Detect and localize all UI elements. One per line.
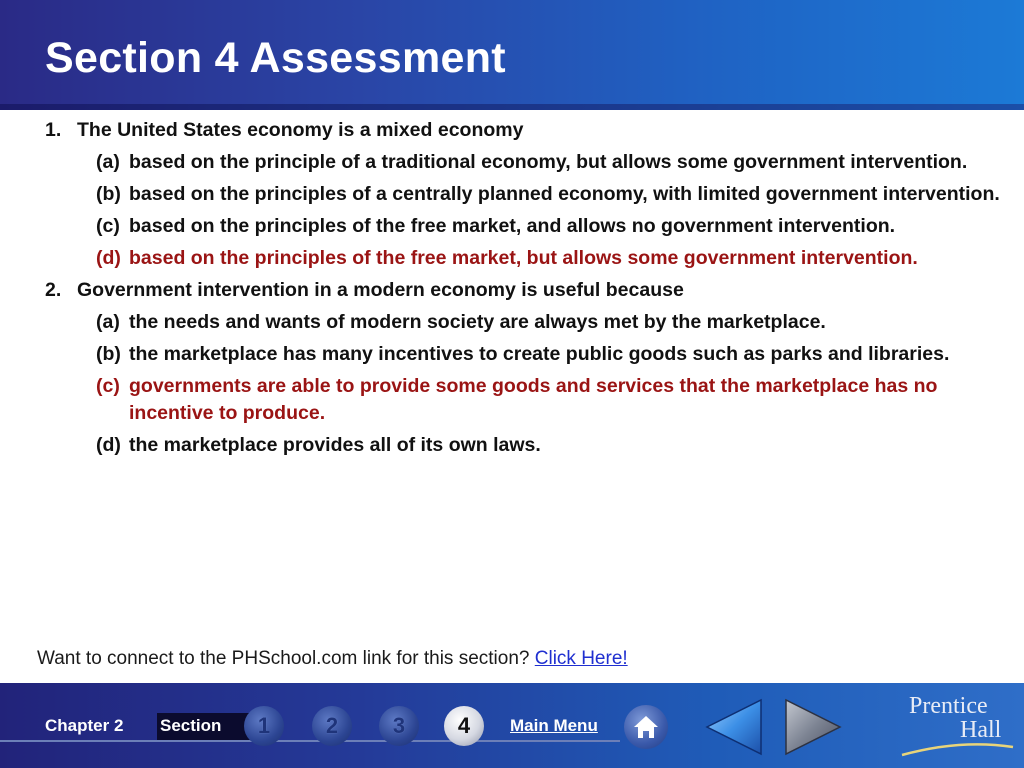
- option-text: based on the principles of the free market, but allows some government intervention.: [129, 247, 918, 269]
- next-arrow-icon: [782, 696, 844, 758]
- main-menu-link[interactable]: Main Menu: [510, 716, 598, 735]
- option-text: based on the principles of the free market, and allows no government intervention.: [129, 215, 896, 237]
- section-3-button[interactable]: 3: [379, 706, 419, 746]
- section-label: Section: [157, 713, 251, 740]
- option-letter: (d): [96, 247, 121, 269]
- option-text: the marketplace provides all of its own laws.: [129, 434, 541, 456]
- question-text: Government intervention in a modern economy is useful because: [77, 279, 684, 301]
- correct-answer-option: [96, 373, 1005, 427]
- slide-header: [0, 0, 1024, 110]
- option-text: governments are able to provide some goods and services that the marketplace has no incentive to produce.: [129, 375, 938, 424]
- section-2-button[interactable]: 2: [312, 706, 352, 746]
- option-letter: (a): [96, 151, 120, 173]
- answer-option: [96, 213, 1005, 240]
- option-text: based on the principle of a traditional economy, but allows some government intervention.: [129, 151, 968, 173]
- option-letter: (a): [96, 311, 120, 333]
- question-number: 2.: [45, 279, 62, 301]
- question-stem: [45, 117, 1005, 144]
- phschool-link-line: [37, 648, 628, 670]
- answer-option: [96, 309, 1005, 336]
- question-1: [45, 117, 1005, 272]
- logo-text-prentice: Prentice: [909, 693, 988, 719]
- section-1-button[interactable]: 1: [244, 706, 284, 746]
- option-text: the marketplace has many incentives to create public goods such as parks and libraries.: [129, 343, 950, 365]
- home-icon: [632, 714, 660, 740]
- assessment-content: [45, 117, 1005, 464]
- option-letter: (c): [96, 215, 120, 237]
- chapter-label: Chapter 2: [45, 716, 124, 735]
- section-4-button[interactable]: 4: [444, 706, 484, 746]
- option-letter: (b): [96, 343, 121, 365]
- option-letter: (b): [96, 183, 121, 205]
- logo-text-hall: Hall: [960, 717, 1002, 743]
- question-text: The United States economy is a mixed economy: [77, 119, 524, 141]
- option-text: based on the principles of a centrally planned economy, with limited government intervention.: [129, 183, 1000, 205]
- option-letter: (c): [96, 375, 120, 397]
- slide-title: Section 4 Assessment: [45, 34, 506, 82]
- correct-answer-option: [96, 245, 1005, 272]
- option-letter: (d): [96, 434, 121, 456]
- previous-button[interactable]: [703, 696, 765, 763]
- home-button[interactable]: [624, 705, 668, 749]
- click-here-link[interactable]: Click Here!: [534, 648, 628, 669]
- answer-option: [96, 432, 1005, 459]
- previous-arrow-icon: [703, 696, 765, 758]
- prentice-hall-logo: [900, 693, 1015, 763]
- logo-swoosh: [900, 741, 1015, 757]
- footer-divider: [0, 740, 620, 742]
- answer-option: [96, 181, 1005, 208]
- option-text: the needs and wants of modern society are always met by the marketplace.: [129, 311, 826, 333]
- question-number: 1.: [45, 119, 62, 141]
- question-stem: [45, 277, 1005, 304]
- link-prompt: Want to connect to the PHSchool.com link for this section?: [37, 648, 530, 669]
- question-2: [45, 277, 1005, 459]
- answer-option: [96, 341, 1005, 368]
- next-button[interactable]: [782, 696, 844, 763]
- answer-option: [96, 149, 1005, 176]
